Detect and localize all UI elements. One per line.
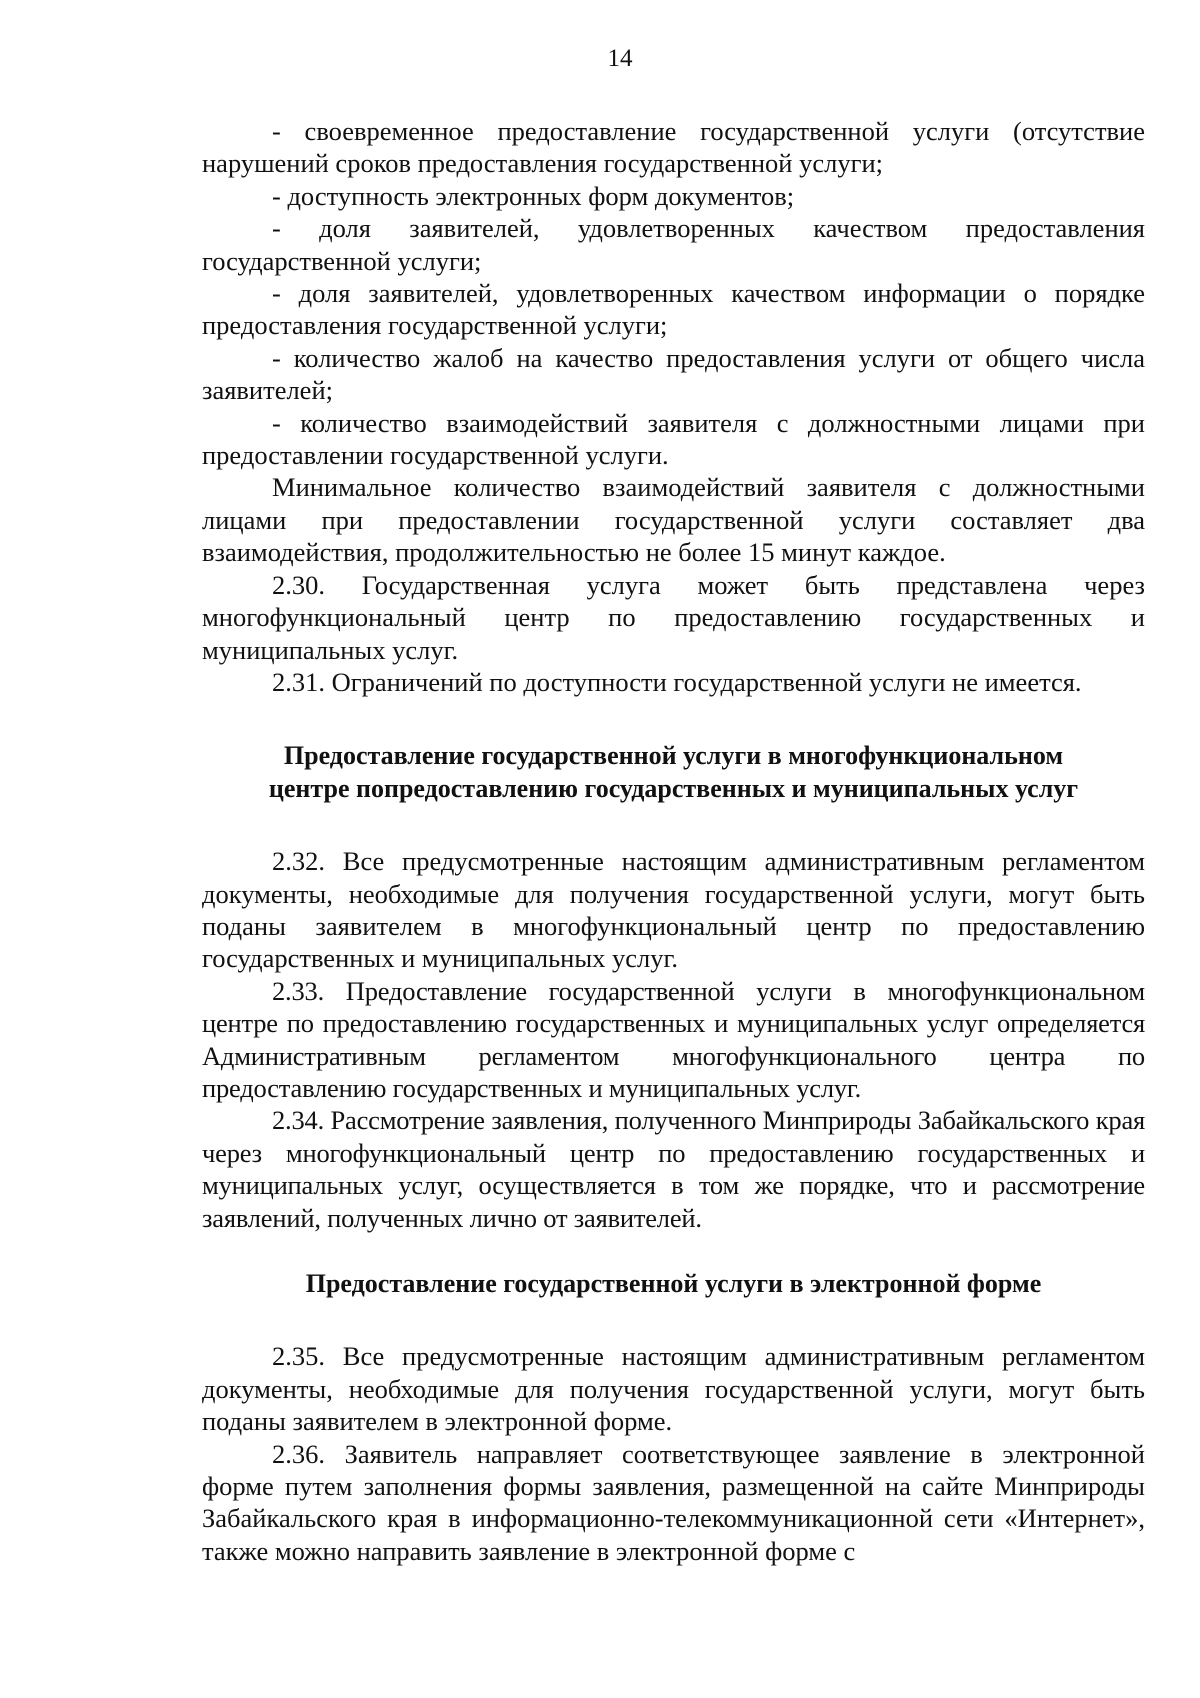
paragraph-2-30: 2.30. Государственная услуга может быть представлена через многофункциональный центр по предоставлению государственных и муниципальных услуг. <box>202 569 1145 665</box>
paragraph-2-33: 2.33. Предоставление государственной услуги в многофункциональном центре по предоставлению государственных и муниципальных услуг определяется Административным регламентом многофункционального центра по предоставлению государственных и муниципальных услуг. <box>202 975 1145 1103</box>
paragraph-2-34: 2.34. Рассмотрение заявления, полученного Минприроды Забайкальского края через многофункциональный центр по предоставлению государственных и муниципальных услуг, осуществляется в том же порядке, что и рассмотрение заявлений, полученных лично от заявителей. <box>202 1105 1145 1233</box>
document-body <box>202 115 1145 1567</box>
list-item: - доля заявителей, удовлетворенных качеством информации о порядке предоставления государственной услуги; <box>202 278 1145 341</box>
page-number: 14 <box>607 45 633 72</box>
section-heading-mfc-line1: Предоставление государственной услуги в многофункциональном <box>283 741 1064 771</box>
paragraph-2-36: 2.36. Заявитель направляет соответствующее заявление в электронной форме путем заполнения формы заявления, размещенной на сайте Минприроды Забайкальского края в информационно-телекоммуникационной сети «Интернет», также можно направить заявление в электронной форме с <box>202 1438 1145 1566</box>
section-heading-mfc <box>202 740 1145 805</box>
list-item: - количество жалоб на качество предоставления услуги от общего числа заявителей; <box>202 342 1145 406</box>
section-heading-mfc-line2: центре попредоставлению государственных и муниципальных услуг <box>268 773 1079 803</box>
list-item: - доступность электронных форм документов; <box>272 180 795 211</box>
paragraph-min-interactions: Минимальное количество взаимодействий заявителя с должностными лицами при предоставлении государственной услуги составляет два взаимодействия, продолжительностью не более 15 минут каждое. <box>202 472 1145 568</box>
paragraph-2-31: 2.31. Ограничений по доступности государственной услуги не имеется. <box>272 666 1082 697</box>
paragraph-2-35: 2.35. Все предусмотренные настоящим административным регламентом документы, необходимые для получения государственной услуги, могут быть поданы заявителем в электронной форме. <box>202 1341 1145 1437</box>
list-item: - доля заявителей, удовлетворенных качеством предоставления государственной услуги; <box>202 213 1145 276</box>
section-heading-electronic: Предоставление государственной услуги в электронной форме <box>305 1269 1042 1298</box>
paragraph-2-32: 2.32. Все предусмотренные настоящим административным регламентом документы, необходимые для получения государственной услуги, могут быть поданы заявителем в многофункциональный центр по предоставлению государственных и муниципальных услуг. <box>202 846 1145 974</box>
list-item: - своевременное предоставление государственной услуги (отсутствие нарушений сроков предоставления государственной услуги; <box>202 116 1145 179</box>
list-item: - количество взаимодействий заявителя с должностными лицами при предоставлении государственной услуги. <box>202 407 1145 471</box>
